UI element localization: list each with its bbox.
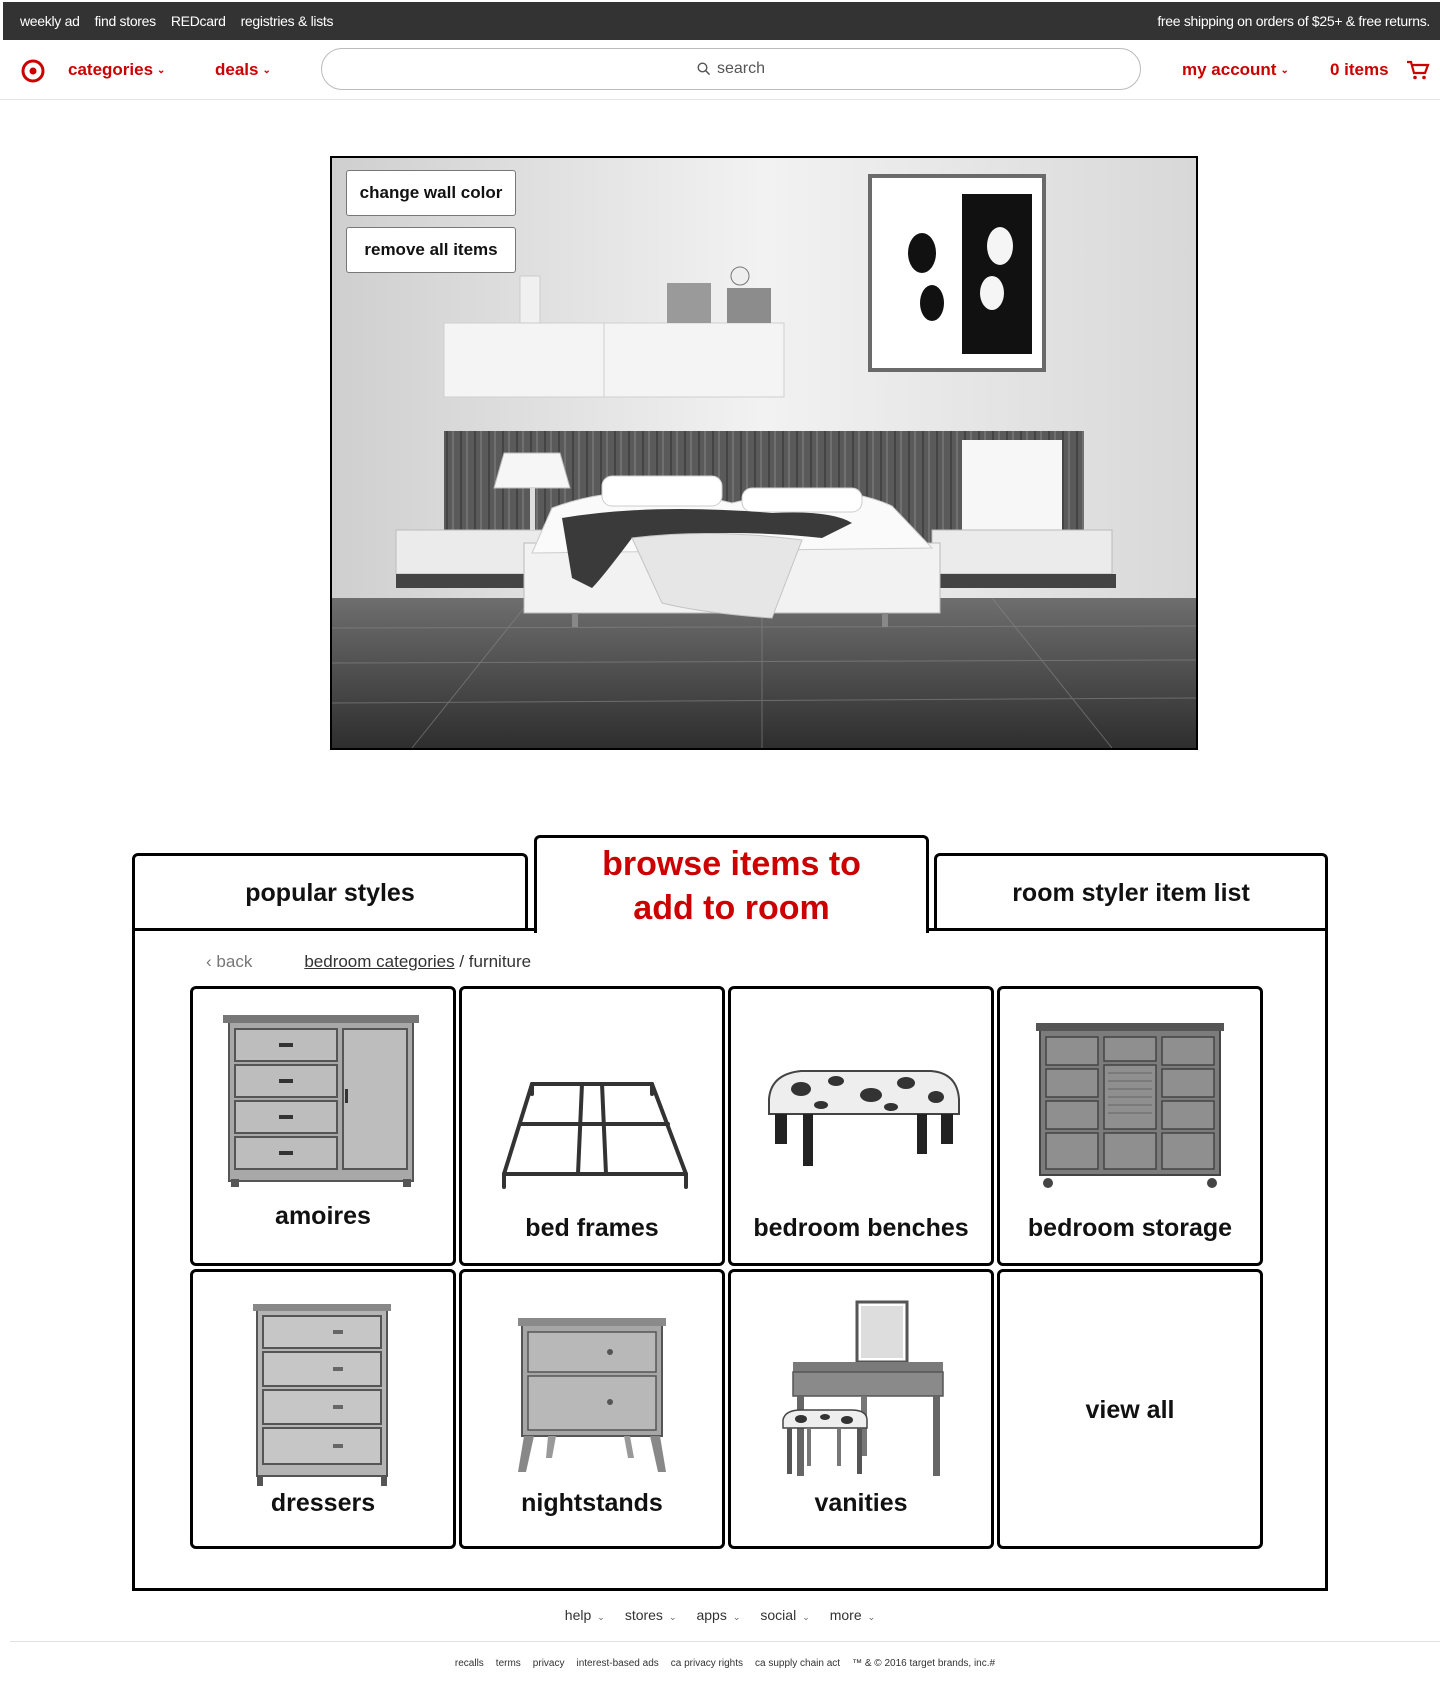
chevron-down-icon: ⌄ bbox=[262, 65, 271, 77]
category-card-bedroom-storage[interactable] bbox=[997, 986, 1263, 1266]
bedroom-categories-link[interactable]: bedroom categories bbox=[304, 952, 455, 971]
active-tab-connector bbox=[537, 926, 926, 932]
chevron-down-icon: ⌄ bbox=[157, 65, 166, 77]
redcard-link[interactable]: REDcard bbox=[170, 13, 226, 29]
remove-all-items-button[interactable]: remove all items bbox=[346, 227, 516, 273]
footer-divider bbox=[10, 1641, 1440, 1642]
deals-menu[interactable] bbox=[215, 60, 271, 80]
category-label: bed frames bbox=[525, 1214, 659, 1242]
find-stores-link[interactable]: find stores bbox=[94, 13, 156, 29]
footer-link-label: more bbox=[829, 1607, 862, 1623]
footer-apps-link[interactable] bbox=[696, 1607, 740, 1623]
category-label: dressers bbox=[270, 1489, 376, 1517]
shipping-promo[interactable]: free shipping on orders of $25+ & free returns. bbox=[1157, 13, 1430, 29]
categories-menu[interactable] bbox=[68, 60, 165, 80]
chevron-down-icon: ⌄ bbox=[668, 1612, 677, 1622]
tab-room-styler-item-list[interactable] bbox=[934, 853, 1328, 931]
dresser-icon bbox=[193, 1272, 453, 1487]
tab-popular-styles[interactable] bbox=[132, 853, 528, 931]
terms-link[interactable]: terms bbox=[495, 1658, 521, 1669]
breadcrumb-path bbox=[304, 952, 531, 972]
footer-link-label: apps bbox=[696, 1607, 727, 1623]
chevron-down-icon: ⌄ bbox=[867, 1612, 876, 1622]
cart-icon[interactable] bbox=[1406, 58, 1430, 82]
category-card-bedroom-benches[interactable] bbox=[728, 986, 994, 1266]
category-card-view-all[interactable] bbox=[997, 1269, 1263, 1549]
tab-browse-line-1: browse items to bbox=[602, 844, 861, 883]
privacy-link[interactable]: privacy bbox=[532, 1658, 565, 1669]
footer-link-label: help bbox=[564, 1607, 592, 1623]
tab-browse-items[interactable] bbox=[534, 835, 929, 933]
search-placeholder: search bbox=[716, 60, 766, 77]
my-account-menu[interactable] bbox=[1182, 60, 1289, 80]
ca-privacy-rights-link[interactable]: ca privacy rights bbox=[670, 1658, 744, 1669]
category-card-amoires[interactable] bbox=[190, 986, 456, 1266]
tab-room-styler-label: room styler item list bbox=[1012, 879, 1250, 907]
legal-links bbox=[0, 1658, 1440, 1669]
back-label: back bbox=[216, 952, 253, 971]
storage-icon bbox=[1000, 989, 1260, 1199]
category-card-dressers[interactable] bbox=[190, 1269, 456, 1549]
bench-icon bbox=[731, 989, 991, 1199]
chevron-down-icon: ⌄ bbox=[802, 1612, 810, 1622]
category-label: bedroom benches bbox=[753, 1214, 969, 1242]
chevron-down-icon: ⌄ bbox=[597, 1612, 605, 1622]
search-icon bbox=[697, 62, 711, 76]
category-card-bed-frames[interactable] bbox=[459, 986, 725, 1266]
deals-label: deals bbox=[215, 60, 259, 79]
category-label: nightstands bbox=[521, 1489, 663, 1517]
breadcrumb bbox=[206, 952, 531, 972]
ca-supply-chain-link[interactable]: ca supply chain act bbox=[755, 1658, 841, 1669]
category-card-nightstands[interactable] bbox=[459, 1269, 725, 1549]
chevron-down-icon: ⌄ bbox=[732, 1612, 741, 1622]
tab-popular-styles-label: popular styles bbox=[245, 879, 415, 907]
change-wall-color-button[interactable]: change wall color bbox=[346, 170, 516, 216]
footer-more-link[interactable] bbox=[830, 1607, 875, 1623]
chevron-down-icon: ⌄ bbox=[1280, 65, 1289, 77]
tab-browse-line-2: add to room bbox=[633, 888, 830, 927]
categories-label: categories bbox=[68, 60, 154, 79]
footer-social-link[interactable] bbox=[760, 1607, 809, 1623]
site-header bbox=[0, 40, 1440, 100]
recalls-link[interactable]: recalls bbox=[454, 1658, 484, 1669]
breadcrumb-current: furniture bbox=[468, 952, 532, 971]
my-account-label: my account bbox=[1182, 60, 1277, 79]
category-label: vanities bbox=[814, 1489, 908, 1517]
footer-link-label: stores bbox=[624, 1607, 663, 1623]
footer-stores-link[interactable] bbox=[625, 1607, 677, 1623]
bed-frame-icon bbox=[462, 989, 722, 1199]
weekly-ad-link[interactable]: weekly ad bbox=[20, 13, 80, 29]
footer-links bbox=[0, 1607, 1440, 1623]
target-logo-icon[interactable] bbox=[21, 59, 45, 83]
category-card-vanities[interactable] bbox=[728, 1269, 994, 1549]
view-all-label: view all bbox=[1085, 1396, 1175, 1424]
utility-bar bbox=[3, 2, 1440, 40]
cart-count: 0 items bbox=[1330, 60, 1389, 79]
amoire-icon bbox=[193, 989, 453, 1189]
vanity-icon bbox=[731, 1272, 991, 1487]
utility-links bbox=[20, 13, 333, 29]
footer-link-label: social bbox=[760, 1607, 797, 1623]
search-input[interactable] bbox=[321, 48, 1141, 90]
copyright-text: ™ & © 2016 target brands, inc.# bbox=[852, 1658, 996, 1669]
chevron-left-icon: ‹ bbox=[206, 952, 212, 971]
category-label: amoires bbox=[275, 1202, 371, 1230]
breadcrumb-separator: / bbox=[454, 952, 469, 971]
interest-based-ads-link[interactable]: interest-based ads bbox=[576, 1658, 659, 1669]
tab-browse-items-label bbox=[602, 842, 861, 930]
footer-help-link[interactable] bbox=[565, 1607, 605, 1623]
nightstand-icon bbox=[462, 1272, 722, 1487]
back-link[interactable] bbox=[206, 952, 252, 972]
room-preview[interactable] bbox=[330, 156, 1198, 750]
cart-link[interactable] bbox=[1330, 60, 1389, 80]
registries-link[interactable]: registries & lists bbox=[240, 13, 334, 29]
category-label: bedroom storage bbox=[1027, 1214, 1233, 1242]
